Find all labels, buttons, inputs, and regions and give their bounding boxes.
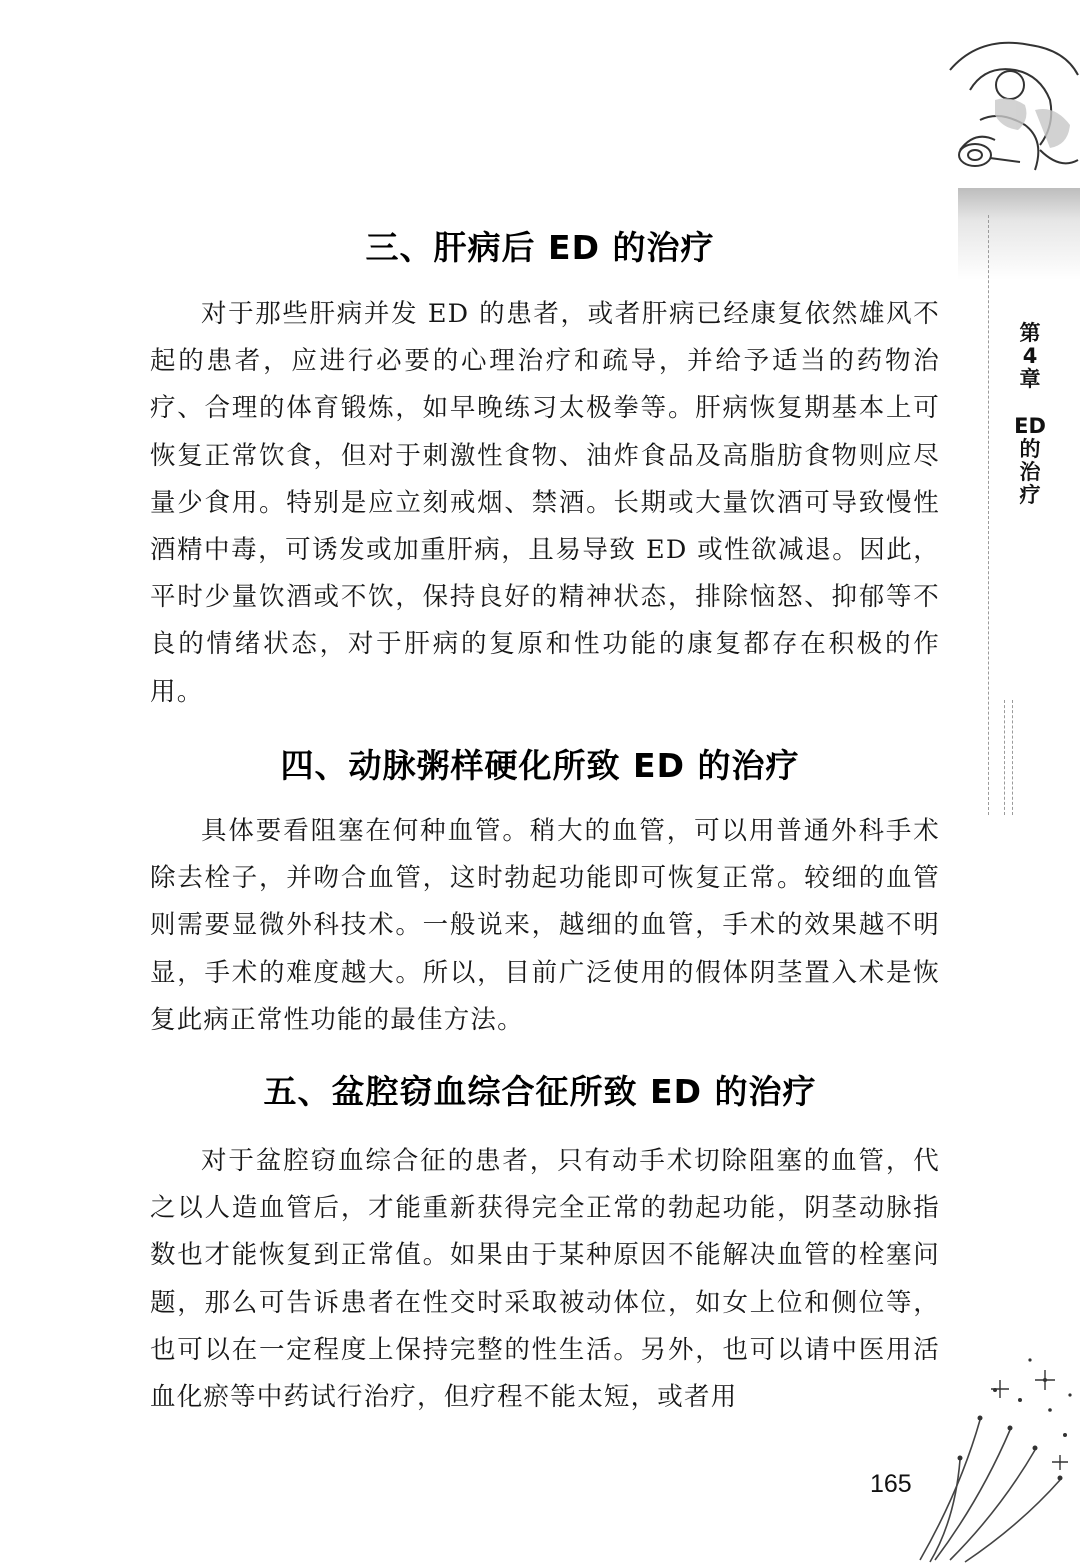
margin-rule bbox=[988, 215, 989, 815]
chapter-tab-char: 的 bbox=[1019, 437, 1041, 461]
sparkle-stars-icon bbox=[900, 1340, 1080, 1564]
section-paragraph: 具体要看阻塞在何种血管。稍大的血管，可以用普通外科手术除去栓子，并吻合血管，这时勃起功能即可恢复正常。较细的血管则需要显微外科技术。一般说来，越细的血管，手术的效果越不明显，手术的难度越大。所以，目前广泛使用的假体阴茎置入术是恢复此病正常性功能的最佳方法。 bbox=[150, 816, 940, 1035]
chapter-tab-char: 4 bbox=[1022, 344, 1038, 368]
margin-rule bbox=[1004, 700, 1005, 815]
chapter-tab-char: 章 bbox=[1019, 367, 1041, 391]
chapter-tab-char: 治 bbox=[1019, 460, 1041, 484]
section-heading: 五、盆腔窃血综合征所致 ED 的治疗 bbox=[263, 1072, 817, 1111]
margin-rule bbox=[1012, 700, 1013, 815]
corner-shading bbox=[958, 188, 1080, 280]
chapter-tab-char: 第 bbox=[1019, 321, 1041, 345]
section-heading: 三、肝病后 ED 的治疗 bbox=[365, 228, 715, 267]
section-paragraph: 对于那些肝病并发 ED 的患者，或者肝病已经康复依然雄风不起的患者，应进行必要的心理治疗和疏导，并给予适当的药物治疗、合理的体育锻炼，如早晚练习太极拳等。肝病恢复期基本上可恢复正常饮食，但对于刺激性食物、油炸食品及高脂肪食物则应尽量少食用。特别是应立刻戒烟、禁酒。长期或大量饮酒可导致慢性酒精中毒，可诱发或加重肝病，且易导致 ED 或性欲减退。因此，平时少量饮酒或不饮，保持良好的精神状态，排除恼怒、抑郁等不良的情绪状态，对于肝病的复原和性功能的康复都存在积极的作用。 bbox=[150, 299, 940, 707]
section-paragraph: 对于盆腔窃血综合征的患者，只有动手术切除阻塞的血管，代之以人造血管后，才能重新获得完全正常的勃起功能，阴茎动脉指数也才能恢复到正常值。如果由于某种原因不能解决血管的栓塞问题，那么可告诉患者在性交时采取被动体位，如女上位和侧位等，也可以在一定程度上保持完整的性生活。另外，也可以请中医用活血化瘀等中药试行治疗，但疗程不能太短，或者用 bbox=[150, 1146, 940, 1413]
chapter-tab bbox=[1010, 322, 1050, 507]
section-heading: 四、动脉粥样硬化所致 ED 的治疗 bbox=[280, 746, 800, 785]
chapter-tab-char: 疗 bbox=[1019, 483, 1041, 507]
chapter-tab-char: ED bbox=[1014, 414, 1046, 438]
page-number: 165 bbox=[870, 1470, 912, 1498]
